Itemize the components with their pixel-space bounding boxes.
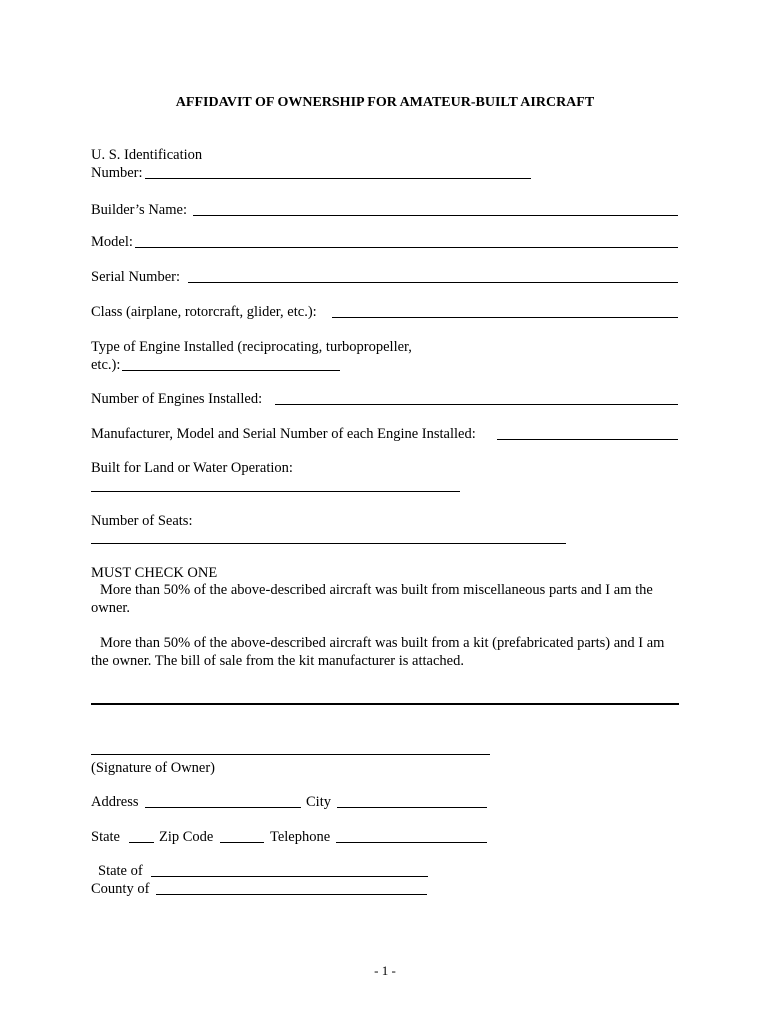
check-option-parts[interactable]: More than 50% of the above-described aircraft was built from miscellaneous parts and I am the owner. [91, 582, 653, 616]
builder-name-label: Builder’s Name: [91, 202, 187, 218]
state-of-label: State of [98, 863, 143, 879]
serial-number-label: Serial Number: [91, 269, 180, 285]
section-divider [91, 703, 679, 705]
class-label: Class (airplane, rotorcraft, glider, etc.): [91, 304, 317, 320]
city-field[interactable] [337, 807, 487, 808]
num-seats-label: Number of Seats: [91, 513, 193, 529]
telephone-field[interactable] [336, 842, 487, 843]
state-of-field[interactable] [151, 876, 428, 877]
engine-type-field[interactable] [122, 370, 340, 371]
engine-type-label-line1: Type of Engine Installed (reciprocating, turbopropeller, [91, 339, 412, 355]
document-title: AFFIDAVIT OF OWNERSHIP FOR AMATEUR-BUILT AIRCRAFT [175, 95, 595, 110]
land-water-field[interactable] [91, 491, 460, 492]
check-heading: MUST CHECK ONE [91, 565, 218, 581]
us-id-label-line2: Number: [91, 165, 143, 181]
page-number: - 1 - [374, 963, 396, 978]
county-of-field[interactable] [156, 894, 427, 895]
engine-details-label: Manufacturer, Model and Serial Number of each Engine Installed: [91, 426, 476, 442]
state-field[interactable] [129, 842, 154, 843]
model-field[interactable] [135, 247, 678, 248]
signature-caption: (Signature of Owner) [91, 760, 216, 776]
num-engines-label: Number of Engines Installed: [91, 391, 263, 407]
builder-name-field[interactable] [193, 215, 678, 216]
address-field[interactable] [145, 807, 301, 808]
state-label: State [91, 829, 120, 845]
county-of-label: County of [91, 881, 150, 897]
serial-number-field[interactable] [188, 282, 678, 283]
zip-code-label: Zip Code [159, 829, 214, 845]
num-engines-field[interactable] [275, 404, 678, 405]
engine-type-label-line2: etc.): [91, 357, 121, 373]
class-field[interactable] [332, 317, 678, 318]
us-id-number-field[interactable] [145, 178, 531, 179]
city-label: City [306, 794, 331, 810]
engine-details-field[interactable] [497, 439, 678, 440]
signature-field[interactable] [91, 754, 490, 755]
telephone-label: Telephone [270, 829, 331, 845]
check-option-kit[interactable]: More than 50% of the above-described aircraft was built from a kit (prefabricated parts) and I am the owner. The bill of sale from the kit manufacturer is attached. [91, 635, 665, 669]
zip-code-field[interactable] [220, 842, 264, 843]
land-water-label: Built for Land or Water Operation: [91, 460, 293, 476]
us-id-label-line1: U. S. Identification [91, 147, 203, 163]
num-seats-field[interactable] [91, 543, 566, 544]
address-label: Address [91, 794, 139, 810]
model-label: Model: [91, 234, 133, 250]
